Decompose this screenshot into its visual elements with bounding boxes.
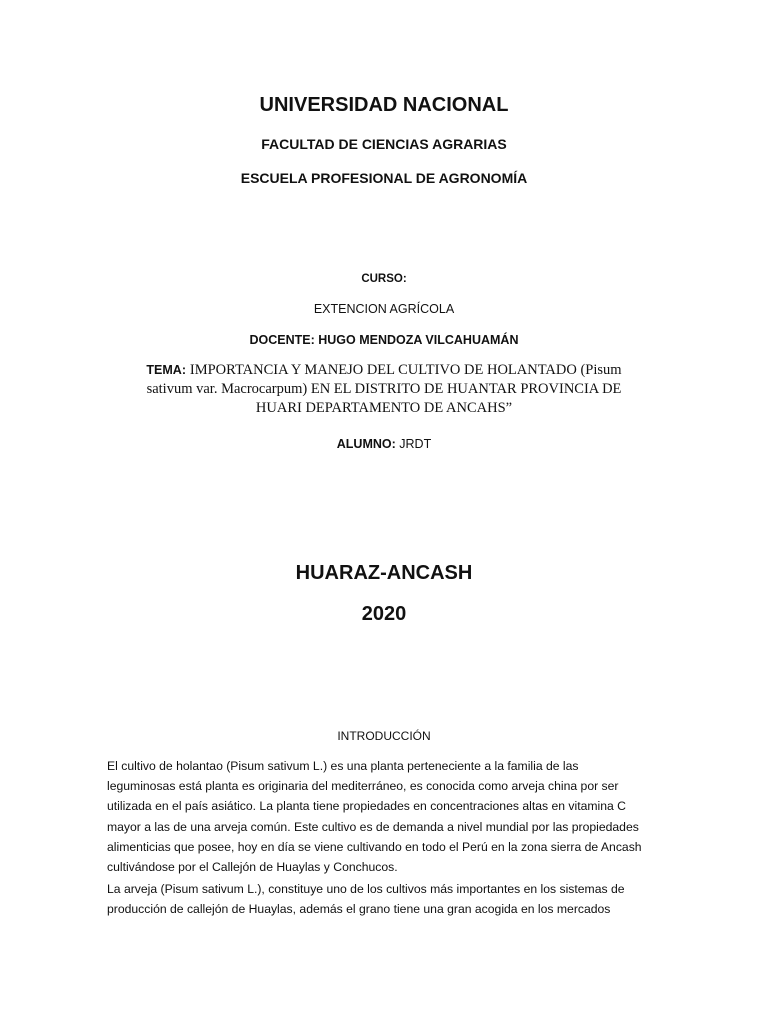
introduction-paragraph-1 (107, 756, 663, 877)
topic-block (110, 360, 658, 418)
university-title: UNIVERSIDAD NACIONAL (259, 94, 509, 116)
paragraph-line: alimenticias que posee, hoy en día se viene cultivando en todo el Perú en la zona sierra de Ancash (107, 839, 642, 854)
city-title: HUARAZ-ANCASH (295, 562, 473, 584)
paragraph-line: cultivándose por el Callejón de Huaylas y Conchucos. (107, 860, 398, 875)
introduction-paragraph-2 (107, 879, 663, 919)
student-line (0, 437, 768, 451)
topic-line-1: IMPORTANCIA Y MANEJO DEL CULTIVO DE HOLANTADO (Pisum (189, 362, 622, 378)
course-value: EXTENCION AGRÍCOLA (313, 302, 455, 316)
topic-line-2: sativum var. Macrocarpum) EN EL DISTRITO DE HUANTAR PROVINCIA DE (146, 381, 622, 397)
paragraph-line: leguminosas está planta es originaria del mediterráneo, es conocida como arveja china por ser (107, 779, 619, 794)
course-label: CURSO: (361, 273, 407, 285)
topic-line-3: HUARI DEPARTAMENTO DE ANCAHS” (255, 400, 513, 416)
faculty-title: FACULTAD DE CIENCIAS AGRARIAS (261, 136, 507, 152)
paragraph-line: producción de callejón de Huaylas, además el grano tiene una gran acogida en los mercados (107, 902, 611, 917)
paragraph-line: utilizada en el país asiático. La planta tiene propiedades en concentraciones altas en vitamina C (107, 799, 626, 814)
student-label: ALUMNO: (336, 437, 396, 451)
school-title: ESCUELA PROFESIONAL DE AGRONOMÍA (240, 170, 528, 186)
paragraph-line: El cultivo de holantao (Pisum sativum L.) es una planta perteneciente a la familia de las (107, 759, 579, 773)
introduction-title: INTRODUCCIÓN (337, 729, 431, 743)
paragraph-line: La arveja (Pisum sativum L.), constituye uno de los cultivos más importantes en los sistemas de (107, 882, 625, 896)
year-title: 2020 (361, 603, 407, 625)
topic-label: TEMA: (146, 363, 186, 377)
student-value: JRDT (399, 437, 432, 451)
teacher-line: DOCENTE: HUGO MENDOZA VILCAHUAMÁN (249, 333, 519, 347)
paragraph-line: mayor a las de una arveja común. Este cultivo es de demanda a nivel mundial por las propiedades (107, 819, 639, 834)
